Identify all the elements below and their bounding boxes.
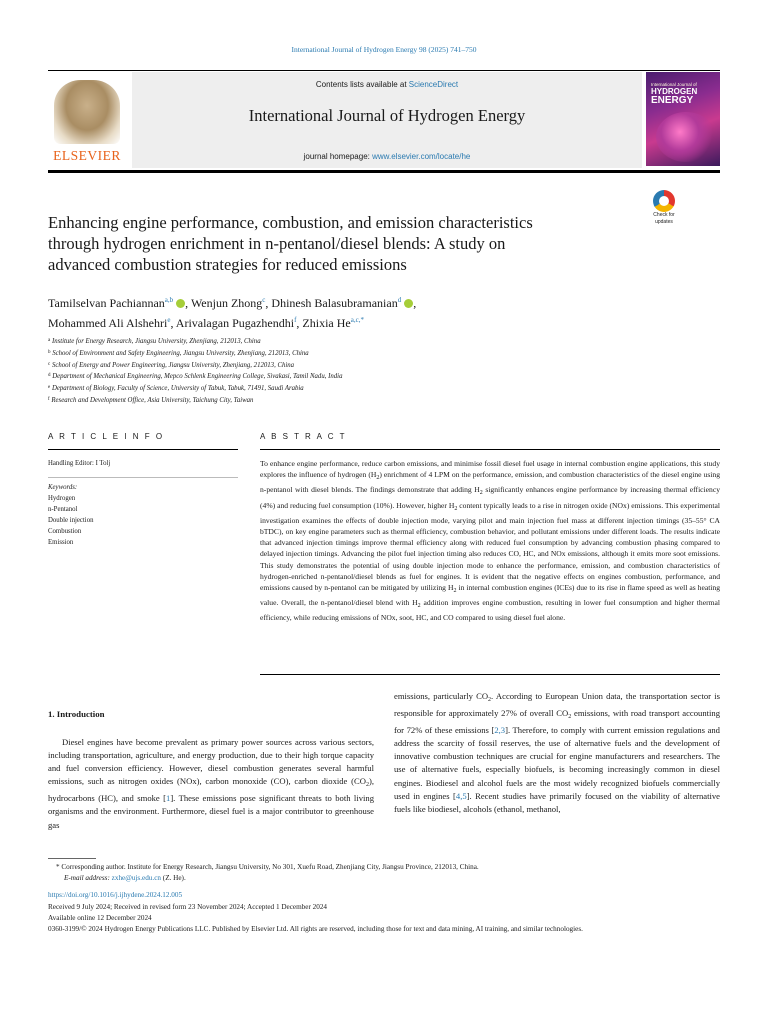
abstract-part: significantly enhances engine performance by increasing thermal efficiency (4%) and reducing fuel consumption (10%). However, higher H (260, 485, 720, 510)
author-name[interactable]: , Arivalagan Pugazhendhi (170, 316, 295, 330)
email-link[interactable]: zxhe@ujs.edu.cn (111, 874, 161, 883)
author-name[interactable]: , Wenjun Zhong (185, 296, 263, 310)
author-affil-sup[interactable]: a,b (164, 296, 174, 304)
affiliation-sup: a (48, 338, 51, 343)
publisher-name: ELSEVIER (53, 148, 121, 163)
masthead (48, 72, 720, 168)
affiliation-item (48, 383, 720, 395)
keyword[interactable]: n-Pentanol (48, 506, 78, 513)
affiliations (48, 336, 720, 407)
affiliation-text: Department of Biology, Faculty of Science, University of Tabuk, Tabuk, 71491, Saudi Arabia (51, 385, 304, 393)
affiliation-item (48, 371, 720, 383)
check-label-2: updates (655, 218, 673, 225)
intro-text: ), hydrocarbons (HC), and smoke [ (48, 776, 374, 804)
affiliation-text: School of Energy and Power Engineering, Jiangsu University, Zhenjiang, 212013, China (51, 361, 295, 369)
keyword[interactable]: Double injection (48, 517, 94, 524)
author-affil-sup[interactable]: d (397, 296, 402, 304)
homepage-link[interactable]: www.elsevier.com/locate/he (372, 152, 471, 161)
affiliation-item (48, 348, 720, 360)
title-line-2: through hydrogen enrichment in n-pentanol/diesel blends: A study on (48, 234, 506, 253)
abstract-part: addition improves engine combustion, resulting in lower fuel consumption and higher thermal efficiency, while reducing emissions of NOx, soot, HC, and CO compared to using diesel fuel alone. (260, 598, 720, 623)
abstract-text (260, 458, 720, 624)
footnote-rule (48, 858, 96, 859)
handling-editor: Handling Editor: I Tolj (48, 460, 111, 467)
doi-link[interactable]: https://doi.org/10.1016/j.ijhydene.2024.12.005 (48, 891, 183, 900)
journal-title-band (132, 72, 642, 168)
check-for-updates-button[interactable] (644, 190, 684, 230)
affiliation-text: Research and Development Office, Asia University, Taichung City, Taiwan (51, 396, 254, 404)
affiliation-item (48, 336, 720, 348)
abstract-sub: 2 (417, 603, 421, 610)
abstract-part: ) enrichment of 4 LPM on the performance, emission, and combustion characteristics of the diesel engine using n-pentanol with diesel blends. The findings demonstrate that adding H (260, 470, 720, 495)
intro-sub: 2 (568, 714, 572, 721)
email-suffix: (Z. He). (161, 874, 186, 883)
reference-link[interactable]: 1 (166, 793, 171, 804)
masthead-top-rule (48, 70, 720, 71)
abstract-sub: 2 (376, 475, 380, 482)
info-divider (48, 477, 238, 478)
intro-right-column (394, 690, 720, 816)
email-label: E-mail address: (64, 874, 112, 883)
article-title (48, 212, 638, 275)
author-affil-sup[interactable]: c (262, 296, 266, 304)
check-updates-icon (653, 190, 675, 212)
intro-sub: 2 (488, 697, 492, 703)
intro-text: ]. Recent studies have primarily focused on the viability of alternative fuels like biodiesel, alcohols (ethanol, methanol, (394, 790, 720, 814)
footnotes (48, 862, 720, 935)
elsevier-tree-icon (54, 80, 120, 144)
intro-text: emissions, with road transport accounting for 72% of these emissions [ (394, 708, 720, 736)
homepage-line (132, 152, 642, 161)
affiliation-sup: c (48, 361, 51, 367)
affiliation-sup: e (48, 385, 51, 391)
email-line (48, 873, 720, 884)
article-info-rule (48, 449, 238, 450)
keyword[interactable]: Combustion (48, 528, 82, 535)
intro-text: ]. These emissions pose significant threats to both living organisms and the environment. Furthermore, diesel fuel is a major contributor to greenhouse gas (48, 793, 374, 830)
author-affil-sup[interactable]: f (294, 316, 297, 324)
homepage-prefix: journal homepage: (303, 152, 373, 161)
cover-line3: ENERGY (651, 95, 694, 106)
abstract-part: in internal combustion engines (ICEs) due to its rise in flame speed as well as heating value. Overall, the n-pentanol/diesel blend with H (260, 583, 721, 608)
corresponding-author-note: * Corresponding author. Institute for Energy Research, Jiangsu University, No 301, Xuefu Road, Zhenjiang City, Jiangsu Province, 212013, China. (56, 863, 479, 871)
check-label-1: Check for (653, 212, 675, 218)
affiliation-sup: b (48, 349, 51, 355)
title-line-1: Enhancing engine performance, combustion, and emission characteristics (48, 213, 533, 232)
sciencedirect-link[interactable]: ScienceDirect (408, 80, 459, 89)
affiliation-sup: f (48, 396, 50, 402)
keyword[interactable]: Hydrogen (48, 495, 76, 502)
author-name[interactable]: Mohammed Ali Alshehri (48, 316, 168, 330)
intro-heading: 1. Introduction (48, 709, 105, 719)
copyright-notice: 0360-3199/© 2024 Hydrogen Energy Publications LLC. Published by Elsevier Ltd. All rights are reserved, including those for text and data mining, AI training, and similar technologies. (48, 925, 583, 934)
abstract-bottom-rule (260, 674, 720, 675)
abstract-part: content typically leads to a rise in nitrogen oxide (NOx) emissions. This experimental investigation examines the effects of double injection mode, varying pilot and main injection fuel mass at different injection timings (35–55° CA bTDC), on key engine parameters such as thermal efficiency, combustion behavior, and pollutant emissions under different loads. The results indicate that advanced injection timings improve thermal efficiency along with reduced fuel consumption by advancing combustion phasing compared to delayed injection timings. Advancing the pilot fuel injection timing also reduces CO, HC, and NOx emissions, although it emits more soot emissions. This study demonstrates the potential of using double injection mode to enhance the performance, emission, and combustion characteristics of hydrogen-enriched n-pentanol/diesel blends as fuel for engines. It is evident that the negative effects on engines combustion, performance, and emissions caused by n-pentanol can be mitigated by utilizing H (260, 500, 720, 593)
orcid-icon[interactable] (176, 299, 185, 308)
article-info-heading: A R T I C L E I N F O (48, 432, 165, 441)
author-list: Tamilselvan Pachiannan$^{a,b}$ , Wenjun Zhong$^c$, Dhinesh Balasubramanian$^d$ , Mohammed Ali Alshehri$^e$, Arivalagan Pugazhendhi$^f$, Zhixia He$^{a,c,*}$ (48, 296, 417, 330)
affiliation-text: Department of Mechanical Engineering, Mepco Schlenk Engineering College, Sivakasi, Tamil Nadu, India (52, 373, 343, 381)
intro-sub: 2 (365, 782, 369, 789)
cover-swirl-graphic (656, 112, 716, 162)
intro-text: . According to European Union data, the transportation sector is responsible for approximately 27% of overall CO (394, 691, 720, 719)
title-line-3: advanced combustion strategies for reduced emissions (48, 255, 407, 274)
intro-left-column (48, 736, 374, 832)
abstract-sub: 2 (453, 588, 457, 595)
journal-name: International Journal of Hydrogen Energy (248, 106, 526, 125)
article-info (48, 458, 238, 548)
affiliation-text: School of Environment and Safety Engineering, Jiangsu University, Zhenjiang, 212013, China (52, 349, 309, 357)
author-affil-sup[interactable]: a,c,* (350, 316, 364, 324)
available-online: Available online 12 December 2024 (48, 913, 152, 922)
reference-link[interactable]: 2,3 (494, 725, 506, 736)
journal-cover-image[interactable] (646, 72, 720, 166)
intro-text: emissions, particularly CO (394, 691, 489, 701)
affiliation-text: Institute for Energy Research, Jiangsu University, Zhenjiang, 212013, China (51, 338, 261, 345)
affiliation-item (48, 360, 720, 372)
author-name[interactable]: Tamilselvan Pachiannan (48, 296, 165, 310)
intro-text: ]. Therefore, to comply with current emission regulations and address the scarcity of fossil reserves, the use of alternative fuels and the development of innovative combustion techniques are crucial for engine manufacturers and researchers. The use of alternative fuels, especially biofuels, is becoming increasingly common in diesel engines. Biodiesel and alcohol fuels are the most widely recognized biofuels commercially used in engines [ (394, 725, 720, 801)
received-dates: Received 9 July 2024; Received in revised form 23 November 2024; Accepted 1 December 2024 (48, 902, 328, 911)
elsevier-logo[interactable] (48, 76, 126, 166)
masthead-bottom-rule (48, 170, 720, 173)
journal-citation[interactable]: International Journal of Hydrogen Energy 98 (2025) 741–750 (291, 45, 477, 54)
reference-link[interactable]: 4,5 (455, 790, 467, 801)
cover-line1: International Journal of (651, 82, 697, 87)
cover-line2: HYDROGEN (651, 87, 698, 96)
contents-line (132, 80, 642, 89)
abstract-part: To enhance engine performance, reduce carbon emissions, and minimise fossil diesel fuel usage in internal combustion engine applications, this study explores the influence of hydrogen (H (260, 459, 720, 480)
abstract-rule (260, 449, 720, 450)
abstract-heading: A B S T R A C T (260, 432, 347, 441)
abstract-sub: 2 (479, 490, 483, 497)
author-name[interactable]: , Zhixia He (296, 316, 351, 330)
affiliation-sup: d (48, 373, 51, 379)
author-name[interactable]: , Dhinesh Balasubramanian (265, 296, 398, 310)
contents-prefix: Contents lists available at (315, 80, 409, 89)
affiliation-item (48, 395, 720, 407)
orcid-icon[interactable] (404, 299, 413, 308)
abstract-sub: 2 (454, 505, 458, 512)
author-affil-sup[interactable]: e (167, 316, 171, 324)
intro-text: Diesel engines have become prevalent as primary power sources across various sectors, including transportation, agriculture, and energy production, due to their high torque capacity and fuel conversion efficiency. However, diesel combustion generates several harmful emissions, such as nitrogen oxides (NOx), carbon monoxide (CO), carbon dioxide (CO (48, 737, 374, 787)
keyword[interactable]: Emission (48, 539, 74, 546)
keywords-label: Keywords: (48, 484, 78, 491)
